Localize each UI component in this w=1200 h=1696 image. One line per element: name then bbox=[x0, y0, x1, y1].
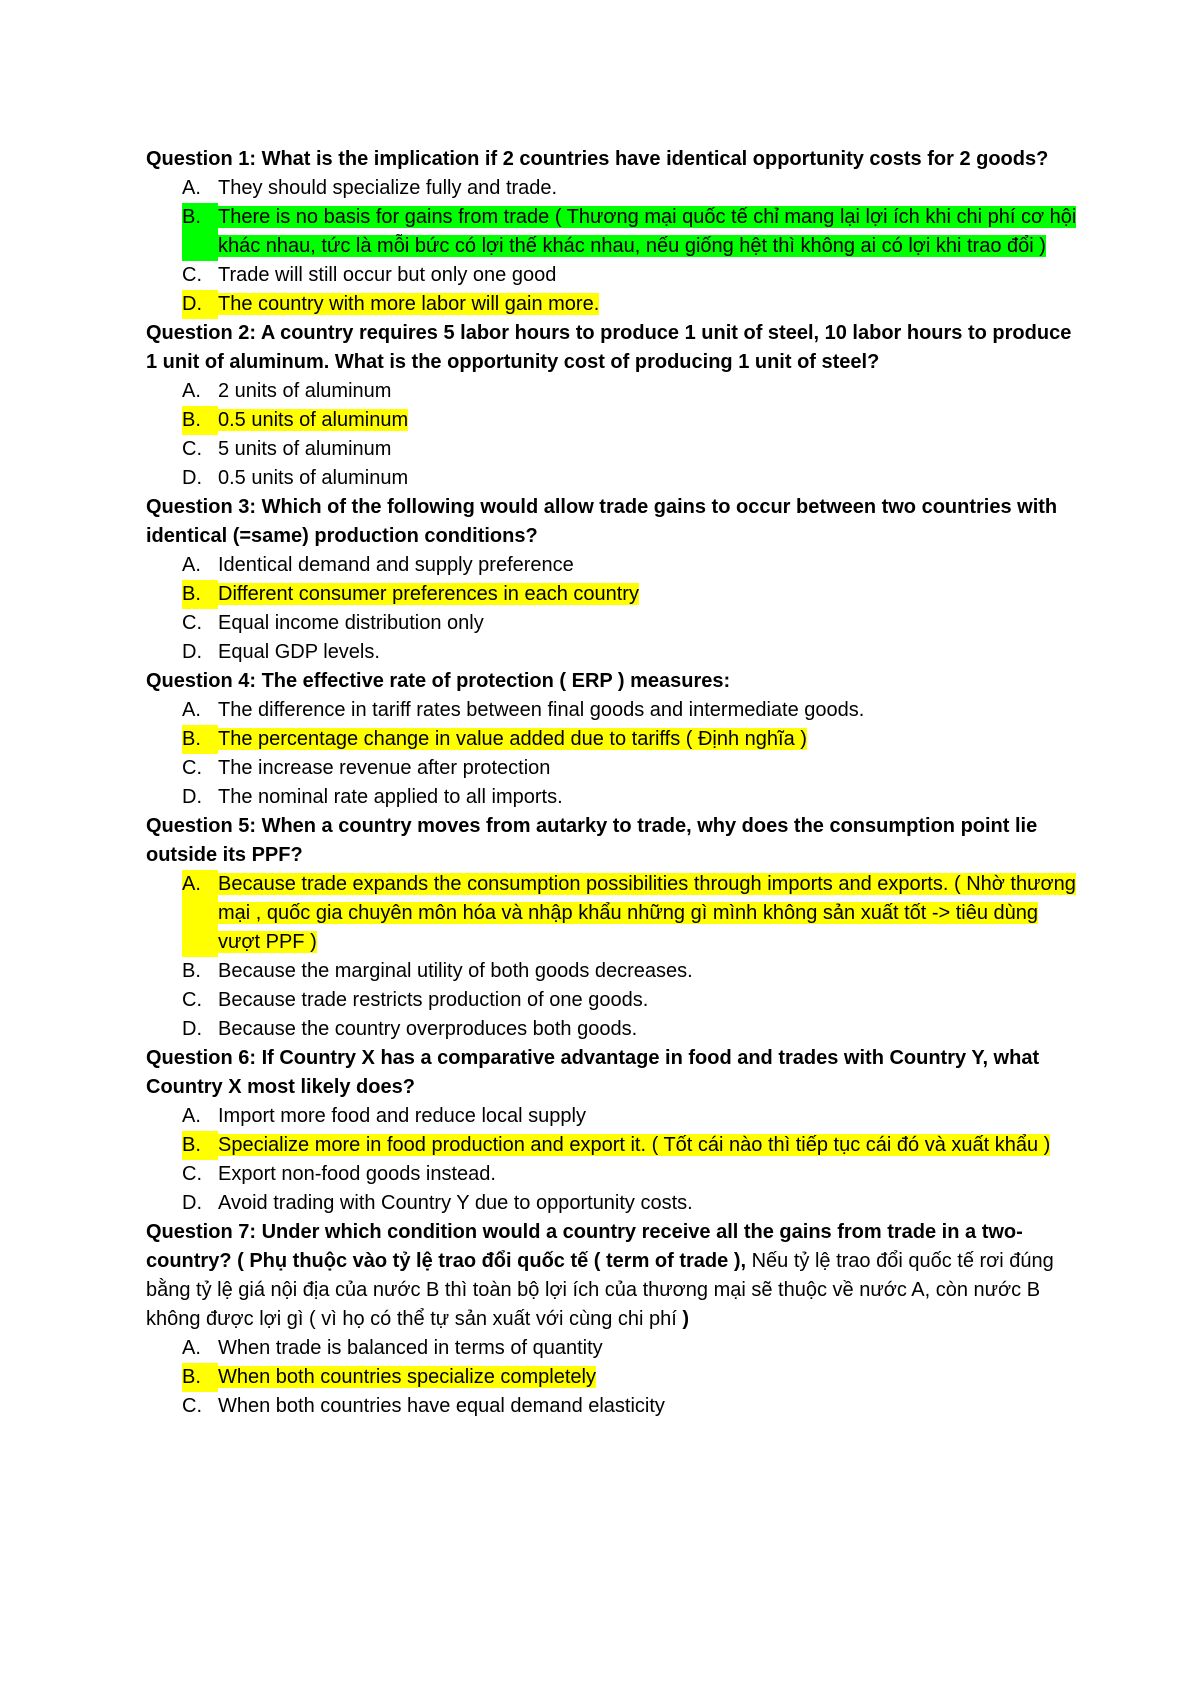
option-text: The nominal rate applied to all imports. bbox=[218, 786, 563, 808]
option-letter: D. bbox=[182, 467, 202, 489]
option-letter: C. bbox=[182, 1395, 202, 1417]
option-letter: A. bbox=[182, 177, 201, 199]
option-a bbox=[146, 1102, 1080, 1131]
option-letter: B. bbox=[182, 960, 201, 982]
option-b bbox=[146, 580, 1080, 609]
option-letter: C. bbox=[182, 989, 202, 1011]
option-letter: A. bbox=[182, 554, 201, 576]
option-letter: C. bbox=[182, 438, 202, 460]
option-a bbox=[146, 551, 1080, 580]
option-letter: D. bbox=[182, 786, 202, 808]
option-b bbox=[146, 957, 1080, 986]
option-letter: B. bbox=[182, 1131, 218, 1160]
option-letter: D. bbox=[182, 1018, 202, 1040]
option-c bbox=[146, 435, 1080, 464]
option-letter: A. bbox=[182, 1105, 201, 1127]
option-text: Trade will still occur but only one good bbox=[218, 264, 557, 286]
question-prompt: Question 3: Which of the following would allow trade gains to occur between two countries with identical (=same) production conditions? bbox=[146, 496, 1058, 547]
option-d bbox=[146, 1189, 1080, 1218]
option-text: Avoid trading with Country Y due to opportunity costs. bbox=[218, 1192, 693, 1214]
option-text: When both countries specialize completely bbox=[218, 1366, 596, 1388]
option-letter: A. bbox=[182, 699, 201, 721]
option-letter: A. bbox=[182, 380, 201, 402]
option-d bbox=[146, 290, 1080, 319]
question-7 bbox=[146, 1218, 1080, 1421]
option-letter: A. bbox=[182, 1337, 201, 1359]
option-letter: D. bbox=[182, 290, 218, 319]
option-text: The percentage change in value added due to tariffs ( Định nghĩa ) bbox=[218, 728, 807, 750]
option-d bbox=[146, 638, 1080, 667]
question-prompt-end: ) bbox=[682, 1308, 690, 1330]
option-c bbox=[146, 1392, 1080, 1421]
question-4 bbox=[146, 667, 1080, 812]
option-text: They should specialize fully and trade. bbox=[218, 177, 558, 199]
option-a bbox=[146, 174, 1080, 203]
option-text: When trade is balanced in terms of quantity bbox=[218, 1337, 603, 1359]
option-letter: D. bbox=[182, 641, 202, 663]
question-5 bbox=[146, 812, 1080, 1044]
option-text: Export non-food goods instead. bbox=[218, 1163, 496, 1185]
option-text: 0.5 units of aluminum bbox=[218, 409, 409, 431]
question-prompt: Question 5: When a country moves from autarky to trade, why does the consumption point lie outside its PPF? bbox=[146, 815, 1038, 866]
option-b bbox=[146, 203, 1080, 261]
option-text: The country with more labor will gain more. bbox=[218, 293, 600, 315]
question-prompt-note: Nếu tỷ lệ trao đổi quốc tế rơi đúng bằng tỷ lệ giá nội địa của nước B thì toàn bộ lợi ích của thương mại sẽ thuộc về nước A, còn nước B không được lợi gì ( vì họ có thể tự sản xuất với cùng chi phí bbox=[146, 1250, 1054, 1330]
option-letter: C. bbox=[182, 612, 202, 634]
question-3 bbox=[146, 493, 1080, 667]
question-2 bbox=[146, 319, 1080, 493]
option-text: Different consumer preferences in each country bbox=[218, 583, 639, 605]
option-letter: B. bbox=[182, 203, 218, 261]
question-prompt: Question 6: If Country X has a comparative advantage in food and trades with Country Y, what Country X most likely does? bbox=[146, 1047, 1040, 1098]
option-text: Because the country overproduces both goods. bbox=[218, 1018, 638, 1040]
option-c bbox=[146, 754, 1080, 783]
option-a bbox=[146, 870, 1080, 957]
option-text: The increase revenue after protection bbox=[218, 757, 551, 779]
option-c bbox=[146, 986, 1080, 1015]
option-d bbox=[146, 783, 1080, 812]
question-prompt-bold: Question 7: Under which condition would a country receive all the gains from trade in a two-country? ( Phụ thuộc vào tỷ lệ trao đổi quốc tế ( term of trade ), bbox=[146, 1221, 1023, 1272]
question-prompt: Question 2: A country requires 5 labor hours to produce 1 unit of steel, 10 labor hours to produce 1 unit of aluminum. What is the opportunity cost of producing 1 unit of steel? bbox=[146, 322, 1072, 373]
option-letter: B. bbox=[182, 1363, 218, 1392]
option-text: The difference in tariff rates between final goods and intermediate goods. bbox=[218, 699, 865, 721]
option-letter: C. bbox=[182, 757, 202, 779]
question-prompt bbox=[146, 1218, 1080, 1334]
option-letter: B. bbox=[182, 580, 218, 609]
option-text: 0.5 units of aluminum bbox=[218, 467, 409, 489]
option-letter: C. bbox=[182, 264, 202, 286]
question-prompt: Question 1: What is the implication if 2 countries have identical opportunity costs for 2 goods? bbox=[146, 148, 1049, 170]
option-letter: B. bbox=[182, 725, 218, 754]
option-c bbox=[146, 609, 1080, 638]
question-1 bbox=[146, 145, 1080, 319]
option-text: Import more food and reduce local supply bbox=[218, 1105, 586, 1127]
option-d bbox=[146, 464, 1080, 493]
option-b bbox=[146, 725, 1080, 754]
option-text: Equal GDP levels. bbox=[218, 641, 380, 663]
option-d bbox=[146, 1015, 1080, 1044]
option-text: Specialize more in food production and export it. ( Tốt cái nào thì tiếp tục cái đó và xuất khẩu ) bbox=[218, 1134, 1051, 1156]
option-text: Because trade expands the consumption possibilities through imports and exports. ( Nhờ thương mại , quốc gia chuyên môn hóa và nhập khẩu những gì mình không sản xuất tốt -> tiêu dùng vượt PPF ) bbox=[218, 873, 1076, 953]
option-letter: D. bbox=[182, 1192, 202, 1214]
option-b bbox=[146, 406, 1080, 435]
option-text: Because the marginal utility of both goods decreases. bbox=[218, 960, 693, 982]
option-text: Equal income distribution only bbox=[218, 612, 484, 634]
option-letter: B. bbox=[182, 406, 218, 435]
option-text: When both countries have equal demand elasticity bbox=[218, 1395, 665, 1417]
option-text: 5 units of aluminum bbox=[218, 438, 392, 460]
question-6 bbox=[146, 1044, 1080, 1218]
option-letter: C. bbox=[182, 1163, 202, 1185]
option-text: Identical demand and supply preference bbox=[218, 554, 574, 576]
option-text: There is no basis for gains from trade ( Thương mại quốc tế chỉ mang lại lợi ích khi chi phí cơ hội khác nhau, tức là mỗi bức có lợi thế khác nhau, nếu giống hệt thì không ai có lợi khi trao đổi ) bbox=[218, 206, 1077, 257]
option-letter: A. bbox=[182, 870, 218, 957]
option-a bbox=[146, 377, 1080, 406]
option-b bbox=[146, 1363, 1080, 1392]
option-a bbox=[146, 696, 1080, 725]
option-text: 2 units of aluminum bbox=[218, 380, 392, 402]
option-a bbox=[146, 1334, 1080, 1363]
option-text: Because trade restricts production of one goods. bbox=[218, 989, 649, 1011]
option-b bbox=[146, 1131, 1080, 1160]
option-c bbox=[146, 1160, 1080, 1189]
question-prompt: Question 4: The effective rate of protection ( ERP ) measures: bbox=[146, 670, 731, 692]
option-c bbox=[146, 261, 1080, 290]
